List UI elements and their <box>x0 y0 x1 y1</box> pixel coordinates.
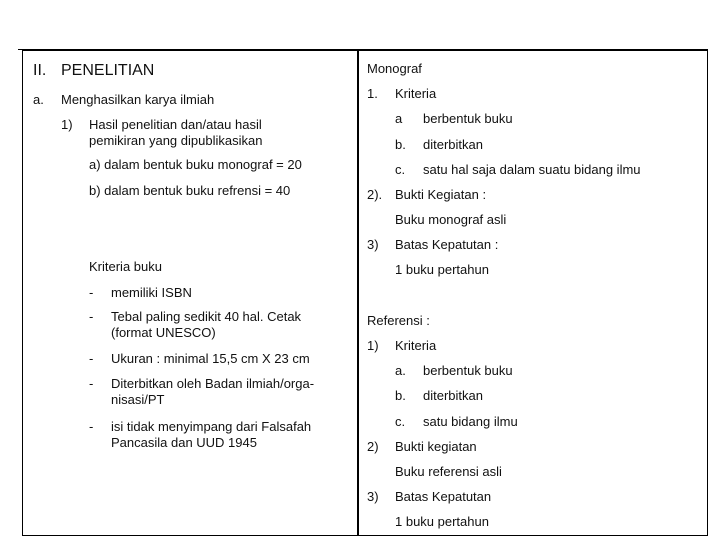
kriteria-item-ukuran: Ukuran : minimal 15,5 cm X 23 cm <box>111 351 310 366</box>
item-a-text: Menghasilkan karya ilmiah <box>61 92 215 107</box>
monograf-sub-marker: c. <box>395 162 406 177</box>
item-1-line1: Hasil penelitian dan/atau hasil <box>89 117 262 132</box>
item-1-line2: pemikiran yang dipublikasikan <box>89 133 263 148</box>
kriteria-dash: - <box>89 376 94 391</box>
kriteria-dash: - <box>89 285 94 300</box>
referensi-title: Referensi : <box>367 313 430 328</box>
monograf-sub-c: satu hal saja dalam suatu bidang ilmu <box>423 162 641 177</box>
referensi-3-marker: 3) <box>367 489 379 504</box>
kriteria-item-tebal-line2: (format UNESCO) <box>111 325 216 340</box>
monograf-1-marker: 1. <box>367 86 378 101</box>
monograf-3-detail: 1 buku pertahun <box>395 262 489 277</box>
monograf-1-text: Kriteria <box>395 86 437 101</box>
referensi-1-text: Kriteria <box>395 338 437 353</box>
monograf-sub-marker: b. <box>395 137 406 152</box>
kriteria-title: Kriteria buku <box>89 259 162 274</box>
referensi-2-detail: Buku referensi asli <box>395 464 502 479</box>
referensi-3-detail: 1 buku pertahun <box>395 514 489 529</box>
kriteria-item-penerbit-line1: Diterbitkan oleh Badan ilmiah/orga- <box>111 376 315 391</box>
referensi-sub-marker: c. <box>395 414 406 429</box>
referensi-sub-c: satu bidang ilmu <box>423 414 518 429</box>
kriteria-item-isi-line1: isi tidak menyimpang dari Falsafah <box>111 419 312 434</box>
sub-item-a: a) dalam bentuk buku monograf = 20 <box>89 157 302 172</box>
referensi-sub-marker: a. <box>395 363 406 378</box>
right-panel <box>358 50 708 536</box>
left-panel <box>22 50 358 536</box>
item-1-marker: 1) <box>61 117 73 132</box>
referensi-sub-marker: b. <box>395 388 406 403</box>
monograf-title: Monograf <box>367 61 422 76</box>
monograf-2-detail: Buku monograf asli <box>395 212 507 227</box>
kriteria-item-tebal-line1: Tebal paling sedikit 40 hal. Cetak <box>111 309 302 324</box>
referensi-sub-a: berbentuk buku <box>423 363 513 378</box>
kriteria-dash: - <box>89 351 94 366</box>
referensi-3-text: Batas Kepatutan <box>395 489 492 504</box>
section-number: II. <box>33 62 47 79</box>
kriteria-dash: - <box>89 309 94 324</box>
kriteria-item-isbn: memiliki ISBN <box>111 285 192 300</box>
monograf-3-marker: 3) <box>367 237 379 252</box>
referensi-2-marker: 2) <box>367 439 379 454</box>
item-a-marker: a. <box>33 92 44 107</box>
referensi-sub-b: diterbitkan <box>423 388 483 403</box>
kriteria-item-penerbit-line2: nisasi/PT <box>111 392 165 407</box>
kriteria-dash: - <box>89 419 94 434</box>
monograf-2-marker: 2). <box>367 187 383 202</box>
monograf-3-text: Batas Kepatutan : <box>395 237 499 252</box>
monograf-sub-a: berbentuk buku <box>423 111 513 126</box>
monograf-sub-marker: a <box>395 111 403 126</box>
referensi-2-text: Bukti kegiatan <box>395 439 477 454</box>
monograf-sub-b: diterbitkan <box>423 137 483 152</box>
kriteria-item-isi-line2: Pancasila dan UUD 1945 <box>111 435 257 450</box>
section-title: PENELITIAN <box>61 62 155 79</box>
sub-item-b: b) dalam bentuk buku refrensi = 40 <box>89 183 291 198</box>
referensi-1-marker: 1) <box>367 338 379 353</box>
monograf-2-text: Bukti Kegiatan : <box>395 187 487 202</box>
